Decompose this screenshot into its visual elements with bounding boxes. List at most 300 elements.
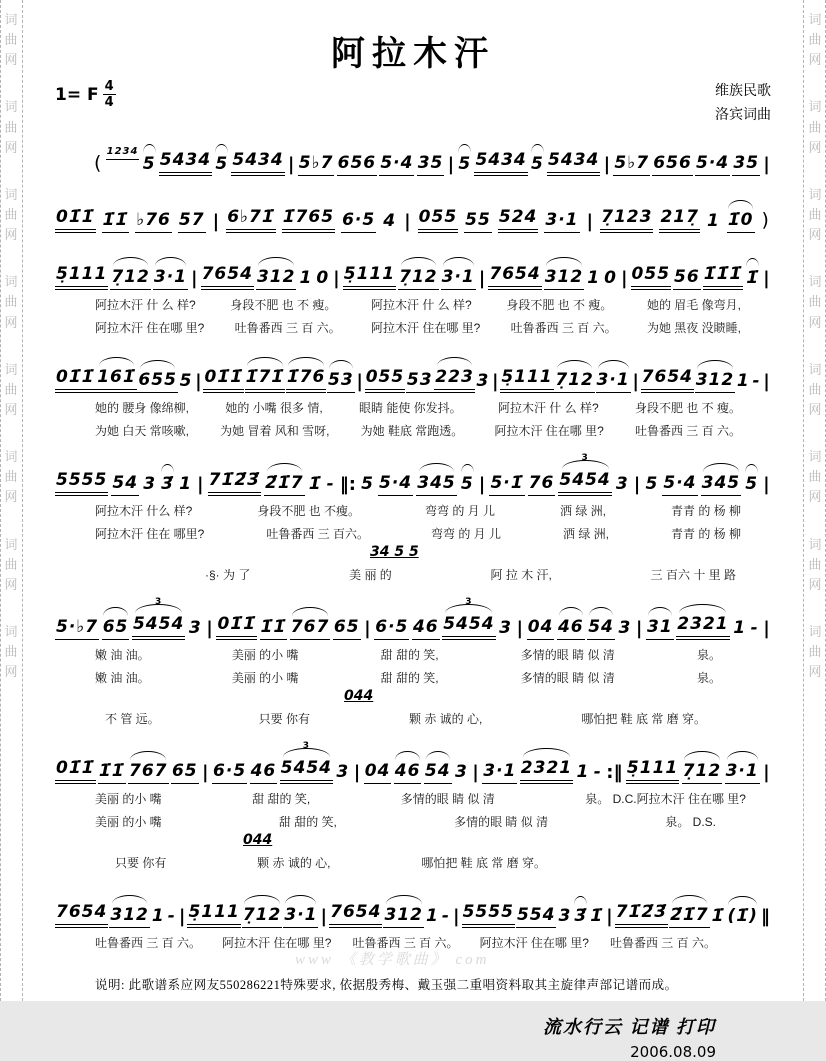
note-token: 5454 3 <box>558 470 611 496</box>
score-line <box>55 740 771 871</box>
lyric-segment: 为她 鞋底 常跑透。 <box>360 423 464 438</box>
note-token: 5̣111 <box>187 902 240 928</box>
note-token: 3·1 <box>441 267 476 290</box>
note-token: 3 <box>188 617 202 638</box>
note-token: 1 <box>736 370 750 391</box>
note-token: 5·1̇ <box>489 473 524 496</box>
note-token: 01̇1̇ <box>55 207 96 233</box>
note-token: 345 <box>416 473 457 496</box>
note-token: 01̇1̇ <box>55 367 96 393</box>
rail-char: 曲 <box>808 644 822 660</box>
note-token: 5434 <box>474 150 527 176</box>
triplet-number: 3 <box>465 596 473 607</box>
lyric-segment: 哪怕把 鞋 底 常 磨 穿。 <box>421 855 546 870</box>
score-content <box>55 0 771 1061</box>
note-token: 7654 <box>329 902 382 928</box>
barline: | <box>635 617 643 639</box>
barline: | <box>452 905 460 927</box>
lyric-segment: 吐鲁番西 三 百 六。 <box>352 935 459 950</box>
rail-char: 网 <box>808 489 822 505</box>
note-token: 5·4 <box>662 473 697 496</box>
rail-char: 曲 <box>808 556 822 572</box>
rail-char: 曲 <box>808 469 822 485</box>
note-token: 312 <box>544 267 585 290</box>
note-token: 055 <box>631 264 672 290</box>
note-token: - <box>593 761 602 782</box>
score-line <box>55 354 771 439</box>
rail-char: 词 <box>4 12 18 27</box>
note-token: 5·4 <box>378 473 413 496</box>
barline: | <box>763 370 770 392</box>
rail-char: 网 <box>4 52 18 68</box>
barline: | <box>333 267 340 289</box>
rail-char: 词 <box>4 186 18 202</box>
rail-char: 曲 <box>4 32 18 48</box>
credit-genre: 维族民歌 <box>715 82 771 98</box>
notes-row <box>55 740 771 784</box>
rail-char: 词 <box>808 186 822 202</box>
score-meta-row <box>55 79 771 127</box>
lyric-segment: 甜 甜的 笑, <box>252 791 311 806</box>
note-token: ) <box>761 208 770 231</box>
note-token: 1 <box>426 905 439 926</box>
lyrics-row <box>55 296 771 313</box>
note-token: 223 <box>434 367 475 393</box>
left-watermark-rail <box>1 0 21 1001</box>
center-watermark: www 《教学歌曲》 com <box>295 952 490 968</box>
lyric-segment: 阿拉木汗 什么 样? <box>95 503 193 518</box>
note-token: 3·1 <box>153 267 188 290</box>
note-token: ( <box>94 151 103 174</box>
lyrics-row <box>55 502 771 519</box>
barline: | <box>492 370 499 392</box>
note-token: 54 <box>587 617 615 640</box>
note-token: 76 <box>528 473 556 496</box>
note-token: 5·4 <box>379 153 414 176</box>
lyric-segment: 多情的眼 睛 似 清 <box>520 647 615 662</box>
note-token: 5434 <box>159 150 212 176</box>
note-token: ♭76 <box>135 210 172 233</box>
time-signature <box>103 79 116 110</box>
lyric-segment: 泉。 <box>696 647 721 662</box>
score-line <box>55 596 771 727</box>
note-token: 3 <box>454 761 468 782</box>
barline: :‖ <box>606 761 623 783</box>
score-line <box>55 251 771 336</box>
note-token: - <box>441 905 450 926</box>
rail-char: 词 <box>4 536 18 552</box>
note-token: 1 <box>299 267 313 288</box>
note-token: 55 <box>464 210 492 233</box>
score-line <box>55 137 771 176</box>
note-token: 1̇0 <box>727 210 755 233</box>
rail-char: 网 <box>808 227 822 243</box>
note-token: 5434 <box>547 150 600 176</box>
note-token: 161̇ <box>96 367 137 393</box>
note-token: 1̇765 <box>282 207 335 233</box>
lyric-segment: 美丽 的小 嘴 <box>95 814 162 829</box>
lyric-segment: 吐鲁番西 三 百 六。 <box>510 320 617 335</box>
rail-char: 网 <box>4 314 18 330</box>
note-token: 01̇1̇ <box>203 367 244 393</box>
barline: | <box>195 370 202 392</box>
note-token: 5454 3 <box>442 614 495 640</box>
note-token: 767 <box>128 761 169 784</box>
lyrics-row <box>55 813 771 830</box>
lyric-segment: 为她 黑夜 没瞆睡, <box>646 320 741 335</box>
lyric-segment: 哪怕把 鞋 底 常 磨 穿。 <box>581 711 706 726</box>
barline: | <box>197 473 204 495</box>
rail-char: 曲 <box>4 294 18 310</box>
song-title: 阿拉木汗 <box>331 36 495 73</box>
rail-char: 曲 <box>808 294 822 310</box>
rail-char: 曲 <box>808 119 822 135</box>
note-token: 0 <box>604 267 617 288</box>
note-token: 31 <box>646 617 674 640</box>
rail-char: 网 <box>4 489 18 505</box>
rail-char: 词 <box>808 12 822 27</box>
triplet-number: 3 <box>154 596 163 607</box>
lyric-segment: 甜 甜的 笑, <box>278 814 337 829</box>
meter-top: 4 <box>104 79 114 94</box>
note-token: 7̣12 <box>242 905 283 928</box>
note-token: - <box>750 617 759 638</box>
lyric-segment: 阿拉木汗 什 么 样? <box>497 400 599 415</box>
rail-char: 网 <box>808 664 822 680</box>
note-token: (1̇) <box>727 905 758 926</box>
note-token: 46 <box>394 761 422 784</box>
lyric-segment: 身段不肥 也 不 瘦。 <box>506 297 613 312</box>
note-token: 3·1 <box>544 210 579 233</box>
barline: | <box>633 473 641 495</box>
lyric-segment: 044 <box>344 687 374 704</box>
note-token: 5454 3 <box>132 614 185 640</box>
note-token: 7̣123 <box>600 207 653 233</box>
lyrics-row <box>55 566 771 583</box>
note-token: 0 <box>316 267 330 288</box>
lyric-segment: 颗 赤 诚的 心, <box>257 855 331 870</box>
note-token: 1 <box>576 761 590 782</box>
rail-char: 词 <box>808 449 822 465</box>
note-token: 1̇ <box>590 905 604 926</box>
rail-char: 曲 <box>4 206 18 222</box>
note-token: 5 <box>460 473 474 494</box>
note-token: 5♭7 <box>613 153 650 176</box>
triplet-number: 3 <box>581 452 589 463</box>
note-token: 53 <box>406 370 434 393</box>
score-line <box>55 452 771 583</box>
rail-char: 词 <box>4 99 18 115</box>
note-token: 312 <box>695 370 736 393</box>
lyric-segment: 多情的眼 睛 似 清 <box>400 791 495 806</box>
note-token: 5̣111 <box>626 758 679 784</box>
note-token: 1 <box>706 210 720 231</box>
barline: | <box>516 617 524 639</box>
note-token: 3̇ <box>574 905 588 926</box>
lyric-segment: 嫩 油 油。 <box>95 670 150 685</box>
key-prefix: 1= F <box>55 84 99 105</box>
note-token: 656 <box>337 153 378 176</box>
rail-char: 词 <box>4 623 18 639</box>
lyric-segment: 甜 甜的 笑, <box>380 670 439 685</box>
meter-bottom: 4 <box>104 95 114 110</box>
notes-row <box>55 889 771 928</box>
barline: | <box>320 905 328 927</box>
note-token: 217̣ <box>659 207 700 233</box>
note-token: 3 <box>336 761 350 782</box>
note-token: 54 <box>111 473 139 496</box>
note-token: 3 <box>558 905 572 926</box>
print-date: 2006.08.09 <box>630 1042 716 1061</box>
rail-char: 网 <box>808 401 822 417</box>
notes-row <box>55 452 771 496</box>
note-token: 57 <box>178 210 206 233</box>
note-token: 524 <box>498 207 539 233</box>
lyrics-row <box>55 646 771 663</box>
barline: | <box>632 370 639 392</box>
barline: | <box>763 761 770 783</box>
lyric-segment: 身段不肥 也 不瘦。 <box>257 503 360 518</box>
lyrics-row <box>55 319 771 336</box>
rail-char: 网 <box>4 401 18 417</box>
lyric-segment: 吐鲁番西 三 百 六。 <box>634 423 741 438</box>
note-token: 3 <box>499 617 512 638</box>
note-token: 1̇71̇ <box>245 367 286 393</box>
notes-row <box>55 596 771 640</box>
note-token: 2̇1̇7 <box>669 905 710 928</box>
barline: | <box>202 761 209 783</box>
note-token: 6·5 <box>212 761 247 784</box>
lyric-segment: 美丽 的小 嘴 <box>95 791 162 806</box>
barline: | <box>478 473 486 495</box>
notation-area <box>55 137 771 951</box>
lyrics-row <box>55 422 771 439</box>
note-token: 655 <box>137 370 178 393</box>
lyrics-row <box>55 399 771 416</box>
score-line <box>55 194 771 233</box>
note-token: 5 <box>745 473 759 494</box>
lyric-segment: 嫩 油 油。 <box>95 647 150 662</box>
lyric-segment: 吐鲁番西 三 百 六。 <box>609 935 716 950</box>
note-token: 5 <box>215 153 229 174</box>
note-token: 5♭7 <box>298 153 335 176</box>
barline: | <box>356 370 363 392</box>
note-token: 345 <box>701 473 742 496</box>
lyric-segment: 阿 拉 木 汗, <box>490 567 552 582</box>
right-watermark-rail <box>805 0 825 1001</box>
note-token: 5̣111 <box>55 264 108 290</box>
lyric-segment: 她的 小嘴 很多 情, <box>225 400 323 415</box>
lyric-segment: 阿拉木汗 住在哪 里? <box>494 423 604 438</box>
lyric-segment: 阿拉木汗 什 么 样? <box>370 297 472 312</box>
rail-char: 网 <box>808 314 822 330</box>
rail-char: 词 <box>4 274 18 290</box>
note-token: 71̇2̇3̇ <box>208 470 261 496</box>
note-token: 1̇ <box>711 905 725 926</box>
note-token: 35 <box>732 153 760 176</box>
rail-char: 曲 <box>808 381 822 397</box>
note-token: 1 <box>733 617 747 638</box>
lyrics-row <box>55 525 771 542</box>
lyric-segment: 044 <box>243 831 273 848</box>
note-token: 1̇76 <box>286 367 327 393</box>
note-token: 7654 <box>55 902 108 928</box>
notes-row <box>55 194 771 233</box>
lyric-segment: 多情的眼 睛 似 清 <box>520 670 615 685</box>
lyric-segment: 阿拉木汗 住在哪 里? <box>222 935 332 950</box>
note-token: 7̣12 <box>110 267 151 290</box>
lyric-segment: 吐鲁番西 三 百六。 <box>266 526 369 541</box>
note-token: 3̇ <box>161 473 174 494</box>
note-token: 3 <box>615 473 629 494</box>
rail-char: 词 <box>808 274 822 290</box>
barline: | <box>178 905 186 927</box>
rail-char: 曲 <box>4 381 18 397</box>
rail-char: 词 <box>4 361 18 377</box>
rail-char: 曲 <box>4 469 18 485</box>
rail-char: 词 <box>808 623 822 639</box>
note-token: 7654 <box>488 264 541 290</box>
note-token: - <box>752 370 761 391</box>
lyric-segment: 眼睛 能使 你发抖。 <box>358 400 462 415</box>
lyrics-row <box>55 669 771 686</box>
note-token: 7654 <box>201 264 254 290</box>
note-token: 3·1 <box>482 761 517 784</box>
barline: | <box>353 761 361 783</box>
note-token: 65 <box>333 617 361 640</box>
lyric-segment: 只要 你有 <box>115 855 167 870</box>
note-token: 5 <box>142 153 156 174</box>
note-token: 5 <box>361 473 374 494</box>
right-inner-dashed-line <box>803 0 804 1001</box>
note-token: 53 <box>327 370 355 393</box>
lyric-segment: 三 百六 十 里 路 <box>650 567 736 582</box>
note-token: 46 <box>412 617 440 640</box>
notes-row <box>55 137 771 176</box>
barline: | <box>603 153 611 175</box>
note-token: 1̇1̇ <box>102 210 130 233</box>
lyric-segment: 泉。 D.C.阿拉木汗 住在哪 里? <box>585 791 746 806</box>
note-token: 54 <box>424 761 452 784</box>
note-token: 04 <box>527 617 555 640</box>
note-token: 01̇1̇ <box>55 758 96 784</box>
lyric-segment: 为她 白天 常咳嗽, <box>95 423 190 438</box>
barline: | <box>472 761 479 783</box>
note-token: 767 <box>290 617 331 640</box>
lyric-segment: 美 丽 的 <box>349 567 392 582</box>
note-token: 46 <box>557 617 585 640</box>
note-token: 35 <box>417 153 445 176</box>
notes-row <box>55 251 771 290</box>
note-token: 5·4 <box>695 153 730 176</box>
lyric-segment: 阿拉木汗 住在哪 里? <box>479 935 589 950</box>
note-token: 5555 <box>462 902 515 928</box>
rail-char: 曲 <box>808 32 822 48</box>
lyric-segment: 多情的眼 睛 似 清 <box>454 814 549 829</box>
note-token: 01̇1̇ <box>216 614 257 640</box>
barline: | <box>287 153 295 175</box>
note-token: 312 <box>256 267 297 290</box>
rail-char: 词 <box>4 449 18 465</box>
note-token: 5·♭7 <box>55 617 99 640</box>
note-token: 312 <box>383 905 424 928</box>
lyric-segment: 34 5 5 <box>370 543 419 560</box>
lyric-segment: 吐鲁番西 三 百 六。 <box>95 935 202 950</box>
note-token: 7̣12 <box>682 761 723 784</box>
note-token: 2̇1̇7 <box>264 473 305 496</box>
transcriber-credit: 流水行云 记谱 打印 <box>543 1016 716 1037</box>
credits <box>715 79 771 127</box>
note-token: 5434 <box>231 150 284 176</box>
note-token: 1234 <box>106 146 140 160</box>
rail-char: 曲 <box>4 556 18 572</box>
note-token: 7̣12 <box>398 267 439 290</box>
grace-notes-row <box>55 544 771 560</box>
score-line <box>55 889 771 951</box>
lyric-segment: 阿拉木汗 住在哪 里? <box>370 320 481 335</box>
note-token: 1̇1̇1̇ <box>703 264 744 290</box>
note-token: 5 <box>179 370 193 391</box>
note-token: 3 <box>618 617 632 638</box>
note-token: 6·5 <box>374 617 409 640</box>
note-token: 7654 <box>641 367 694 393</box>
lyric-segment: 阿拉木汗 什 么 样? <box>95 297 196 312</box>
barline: | <box>212 210 220 232</box>
barline: ‖ <box>760 905 770 927</box>
barline: | <box>447 153 455 175</box>
note-token: 65 <box>102 617 130 640</box>
note-token: 3 <box>143 473 157 494</box>
rail-char: 网 <box>4 227 18 243</box>
note-token: 7̣12 <box>554 370 595 393</box>
barline: | <box>404 210 411 232</box>
note-token: 2321 <box>676 614 729 640</box>
rail-char: 曲 <box>808 206 822 222</box>
rail-char: 曲 <box>4 644 18 660</box>
lyric-segment: 美丽 的小 嘴 <box>231 670 299 685</box>
lyric-segment: 只要 你有 <box>258 711 310 726</box>
barline: | <box>206 617 213 639</box>
note-token: 3·1 <box>725 761 760 784</box>
note-token: 5̣111 <box>500 367 553 393</box>
credit-author: 洛宾词曲 <box>715 105 771 122</box>
lyric-segment: ·§· 为 了 <box>205 567 251 582</box>
footnote: 说明: 此歌谱系应网友550286221特殊要求, 依据殷秀梅、戴玉强二重唱资料取其主旋律声部记谱而成。 <box>95 977 678 992</box>
lyric-segment: 阿拉木汗 住在 哪里? <box>95 526 205 541</box>
rail-char: 词 <box>808 361 822 377</box>
note-token: 554 <box>516 905 557 928</box>
lyric-segment: 阿拉木汗 住在哪 里? <box>95 320 205 335</box>
rail-char: 网 <box>4 139 18 155</box>
notes-row <box>55 354 771 393</box>
rail-char: 网 <box>4 664 18 680</box>
lyric-segment: 泉。 D.S. <box>665 814 716 829</box>
barline: | <box>763 153 770 175</box>
note-token: 1̇1̇ <box>260 617 288 640</box>
note-token: 5454 3 <box>280 758 333 784</box>
note-token: 312 <box>109 905 150 928</box>
lyrics-row <box>55 710 771 727</box>
note-token: 1 <box>587 267 601 288</box>
barline: | <box>586 210 594 232</box>
note-token: 1̇ <box>308 473 322 494</box>
lyric-segment: 身段不肥 也 不 瘦。 <box>634 400 741 415</box>
barline: | <box>763 617 770 639</box>
note-token: 4 <box>383 210 397 231</box>
note-token: 56 <box>673 267 701 290</box>
note-token: 5 <box>458 153 472 174</box>
lyric-segment: 不 管 远。 <box>105 711 160 726</box>
